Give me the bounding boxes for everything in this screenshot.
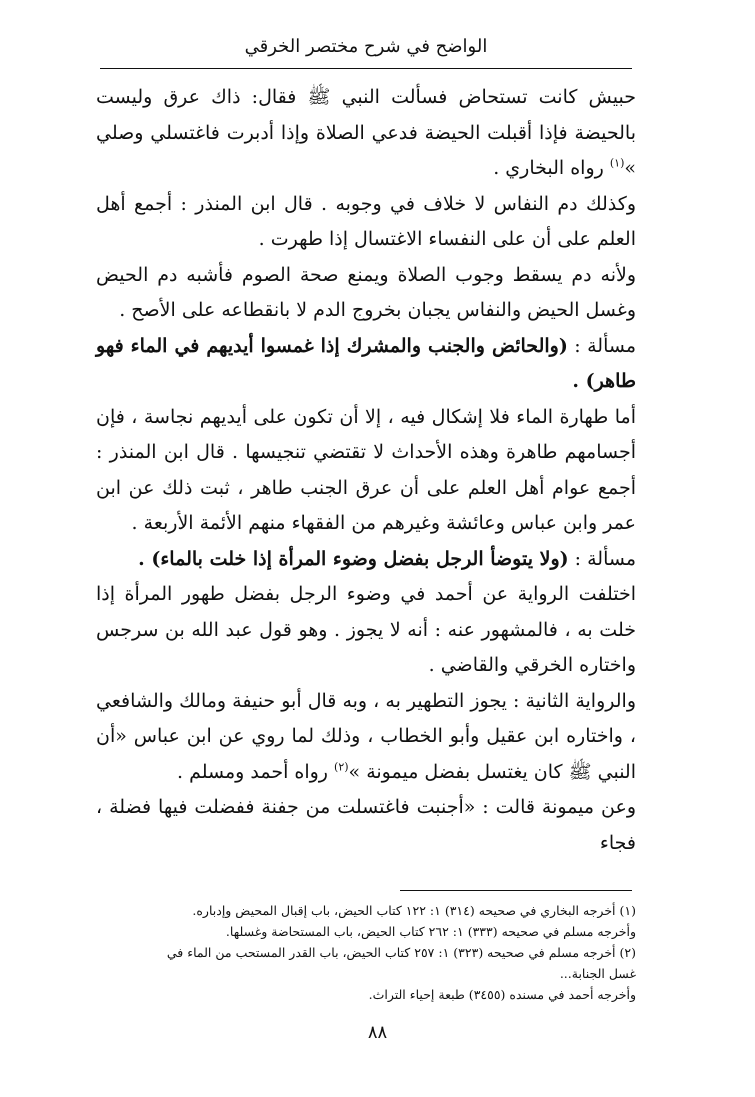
masala-2-text: (ولا يتوضأ الرجل بفضل وضوء المرأة إذا خلت بالماء) . <box>138 547 569 570</box>
paragraph-8 <box>96 684 636 791</box>
footnotes <box>140 900 636 1005</box>
paragraph-5: أما طهارة الماء فلا إشكال فيه ، إلا أن تكون على أيديهم نجاسة ، فإن أجسامهم طاهرة وهذه الأحداث لا تقتضي تنجيسها . قال ابن المنذر : أجمع عوام أهل العلم على أن عرق الجنب طاهر ، ثبت ذلك عن ابن عمر وابن عباس وعائشة وغيرهم من الفقهاء منهم الأئمة الأربعة . <box>96 405 636 534</box>
paragraph-2: وكذلك دم النفاس لا خلاف في وجوبه . قال ابن المنذر : أجمع أهل العلم على أن على النفساء الاغتسال إذا طهرت . <box>96 192 636 250</box>
footnote-ref-1[interactable]: (١) <box>609 156 625 170</box>
footnote-rule <box>400 890 632 891</box>
paragraph-1-end: رواه البخاري . <box>493 157 610 179</box>
running-header: الواضح في شرح مختصر الخرقي <box>244 36 488 57</box>
footnote-2-line-2: وأخرجه أحمد في مسنده (٣٤٥٥) طبعة إحياء التراث. <box>368 987 636 1002</box>
masala-2-label: مسألة : <box>568 547 636 570</box>
masala-1-label: مسألة : <box>567 334 636 357</box>
footnote-2-line-1: (٢) أخرجه مسلم في صحيحه (٣٢٣) ١: ٢٥٧ كتاب الحيض، باب القدر المستحب من الماء في غسل الجنابة... <box>166 945 636 981</box>
page-number: ٨٨ <box>367 1022 388 1043</box>
footnote-1-line-1: (١) أخرجه البخاري في صحيحه (٣١٤) ١: ١٢٢ كتاب الحيض، باب إقبال المحيض وإدباره. <box>192 903 636 918</box>
footnote-1-line-2: وأخرجه مسلم في صحيحه (٣٣٣) ١: ٢٦٢ كتاب الحيض، باب المستحاضة وغسلها. <box>225 924 636 939</box>
paragraph-9: وعن ميمونة قالت : «أجنبت فاغتسلت من جفنة ففضلت فيها فضلة ، فجاء <box>96 796 636 854</box>
paragraph-1 <box>96 80 636 187</box>
paragraph-1-text: حبيش كانت تستحاض فسألت النبي ﷺ فقال: ذاك عرق وليست بالحيضة فإذا أقبلت الحيضة فدعي الصلاة وإذا أدبرت فاغتسلي وصلي » <box>96 86 636 179</box>
masala-2 <box>96 542 636 578</box>
main-text <box>96 80 636 861</box>
header-rule <box>100 68 632 69</box>
masala-1-text: (والحائض والجنب والمشرك إذا غمسوا أيديهم في الماء فهو طاهر) . <box>96 334 636 392</box>
paragraph-8-end: رواه أحمد ومسلم . <box>177 760 335 783</box>
paragraph-8-text: والرواية الثانية : يجوز التطهير به ، وبه قال أبو حنيفة ومالك والشافعي ، واختاره ابن عقيل وأبو الخطاب ، وذلك لما روي عن ابن عباس «أن النبي ﷺ كان يغتسل بفضل ميمونة » <box>96 689 636 783</box>
paragraph-7: اختلفت الرواية عن أحمد في وضوء الرجل بفضل طهور المرأة إذا خلت به ، فالمشهور عنه : أنه لا يجوز . وهو قول عبد الله بن سرجس واختاره الخرقي والقاضي . <box>96 583 636 676</box>
footnote-ref-2[interactable]: (٢) <box>334 760 349 774</box>
masala-1 <box>96 329 636 400</box>
paragraph-3: ولأنه دم يسقط وجوب الصلاة ويمنع صحة الصوم فأشبه دم الحيض وغسل الحيض والنفاس يجبان بخروج الدم لا بانقطاعه على الأصح . <box>96 263 636 321</box>
